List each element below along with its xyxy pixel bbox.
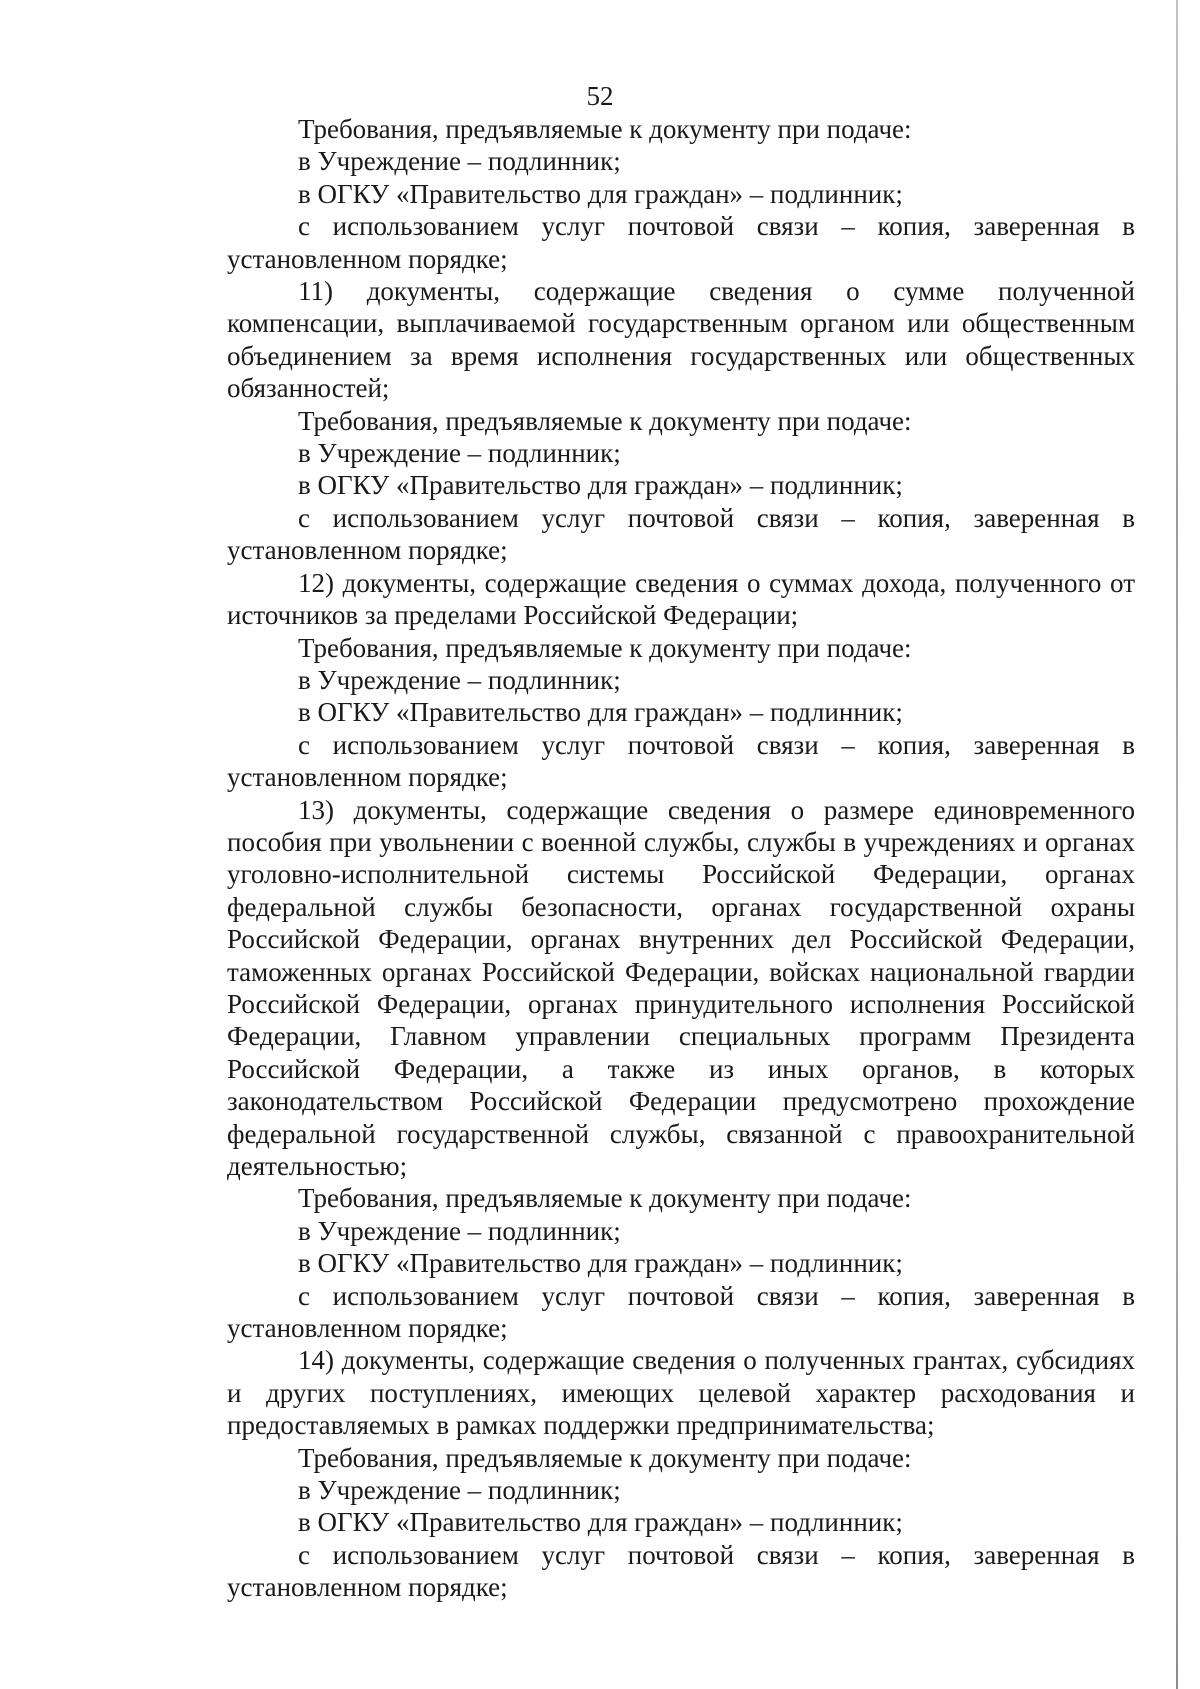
paragraph: 13) документы, содержащие сведения о размере единовременного пособия при увольнении с военной службы, службы в учреждениях и органах уголовно-исполнительной системы Российской Федерации, органах федеральной службы безопасности, органах государственной охраны Российской Федерации, органах внутренних дел Российской Федерации, таможенных органах Российской Федерации, войсках национальной гвардии Российской Федерации, органах принудительного исполнения Российской Федерации, Главном управлении специальных программ Президента Российской Федерации, а также из иных органов, в которых законодательством Российской Федерации предусмотрено прохождение федеральной государственной службы, связанной с правоохранительной деятельностью; [227,794,1135,1181]
document-body [227,113,1135,1604]
paragraph: в ОГКУ «Правительство для граждан» – подлинник; [298,178,903,209]
paragraph: в ОГКУ «Правительство для граждан» – подлинник; [298,470,903,501]
paragraph: в ОГКУ «Правительство для граждан» – подлинник; [298,697,903,728]
paragraph: с использованием услуг почтовой связи – копия, заверенная в установленном порядке; [227,729,1135,793]
paragraph: Требования, предъявляемые к документу при подаче: [298,114,912,144]
paragraph: в ОГКУ «Правительство для граждан» – подлинник; [298,1507,903,1538]
paragraph: в Учреждение – подлинник; [298,664,621,695]
scan-edge-line [1176,0,1178,1689]
paragraph: в Учреждение – подлинник; [298,1215,621,1246]
paragraph: с использованием услуг почтовой связи – копия, заверенная в установленном порядке; [227,1280,1135,1344]
paragraph: в Учреждение – подлинник; [298,146,621,177]
paragraph: с использованием услуг почтовой связи – копия, заверенная в установленном порядке; [227,502,1135,566]
paragraph: Требования, предъявляемые к документу при подаче: [298,1183,912,1214]
paragraph: 12) документы, содержащие сведения о суммах дохода, полученного от источников за пределами Российской Федерации; [227,567,1135,631]
paragraph: в ОГКУ «Правительство для граждан» – подлинник; [298,1248,903,1279]
paragraph: Требования, предъявляемые к документу при подаче: [298,632,912,663]
paragraph: 11) документы, содержащие сведения о сумме полученной компенсации, выплачиваемой государственным органом или общественным объединением за время исполнения государственных или общественных обязанностей; [227,276,1135,404]
paragraph: Требования, предъявляемые к документу при подаче: [298,405,912,436]
paragraph: в Учреждение – подлинник; [298,1475,621,1506]
page-number: 52 [586,81,614,111]
paragraph: с использованием услуг почтовой связи – копия, заверенная в установленном порядке; [227,1539,1135,1603]
paragraph: Требования, предъявляемые к документу при подаче: [298,1442,912,1473]
paragraph: 14) документы, содержащие сведения о полученных грантах, субсидиях и других поступлениях, имеющих целевой характер расходования и предоставляемых в рамках поддержки предпринимательства; [227,1345,1135,1441]
paragraph: с использованием услуг почтовой связи – копия, заверенная в установленном порядке; [227,211,1135,274]
paragraph: в Учреждение – подлинник; [298,438,621,469]
